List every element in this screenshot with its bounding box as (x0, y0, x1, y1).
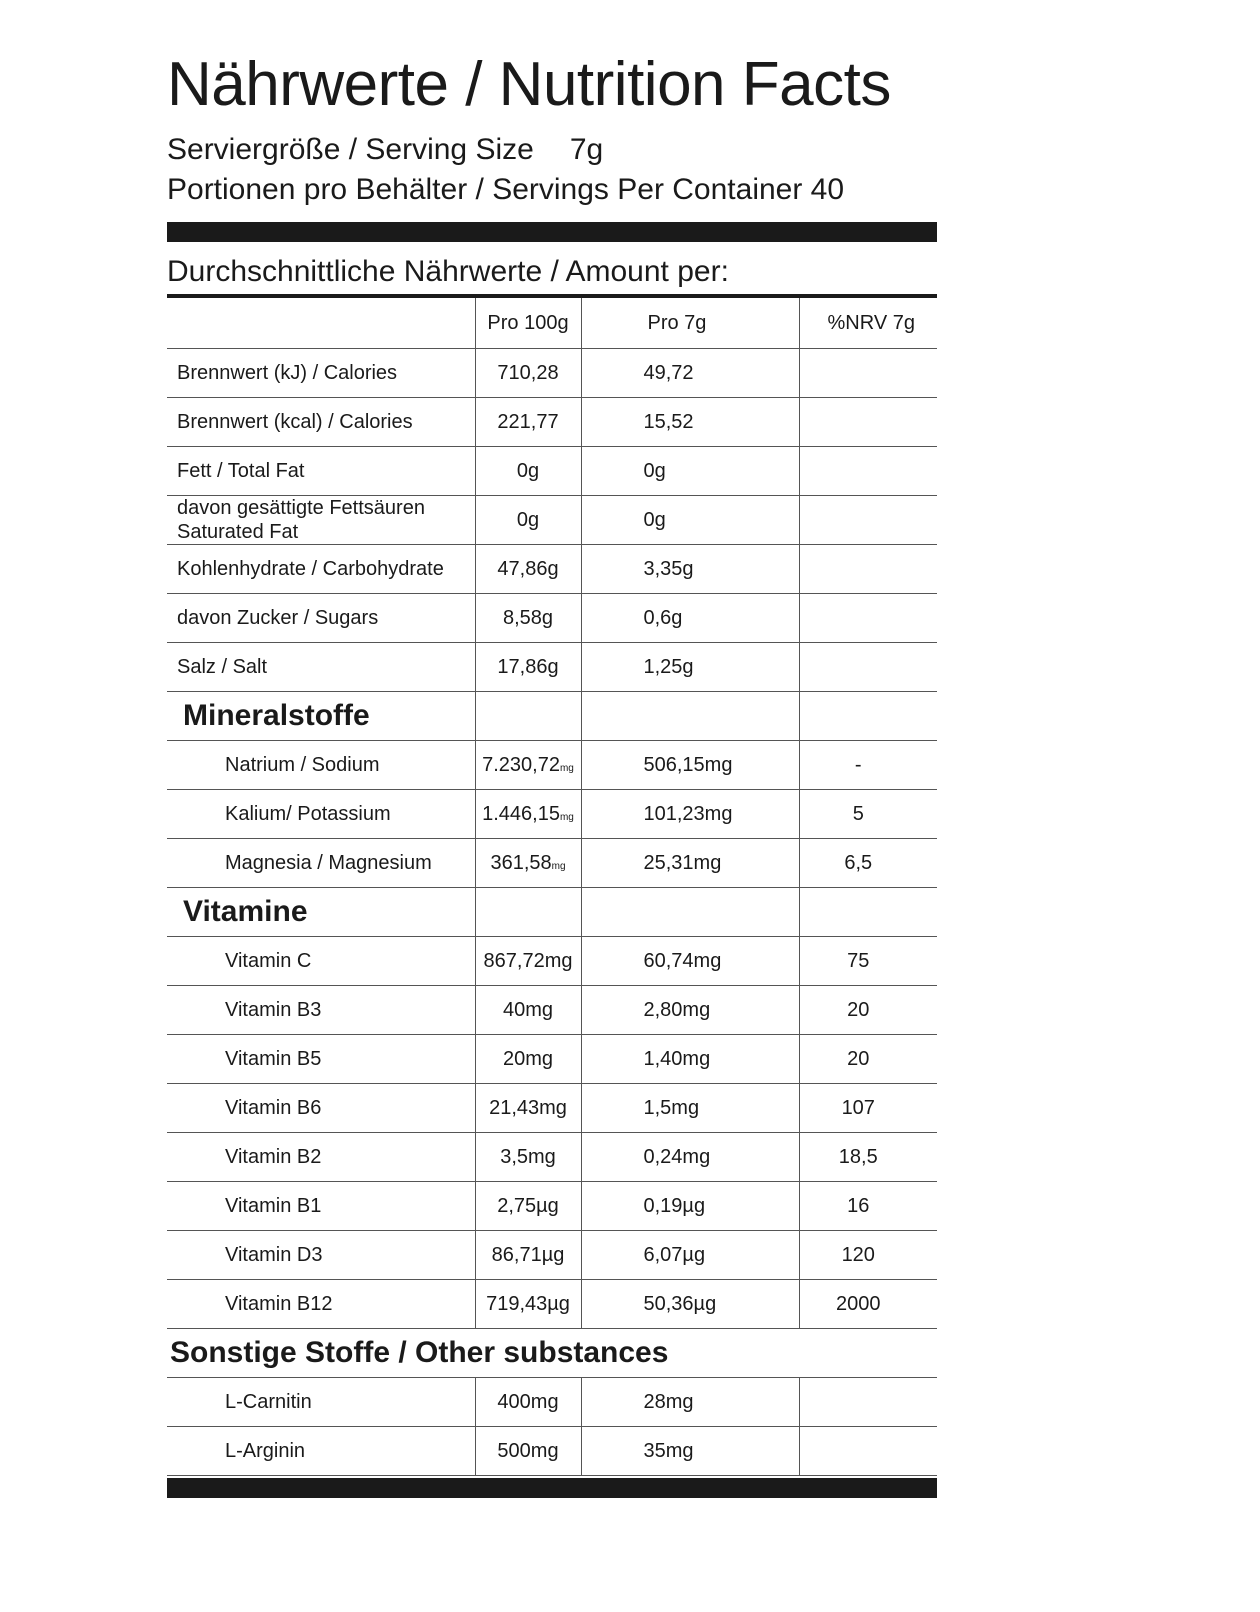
minerals-section-empty-cell (581, 692, 799, 741)
value-per100: 221,77 (475, 398, 581, 447)
nutrient-name: Magnesia / Magnesium (167, 839, 475, 888)
value-per100 (475, 839, 581, 888)
value-per100-unit: mg (559, 811, 574, 823)
value-nrv: 6,5 (799, 839, 937, 888)
nutrient-name: Vitamin B3 (167, 986, 475, 1035)
bottom-divider-bar (167, 1478, 937, 1498)
value-per7: 0,19µg (581, 1182, 799, 1231)
table-row (167, 1182, 937, 1231)
nutrient-name: Vitamin B1 (167, 1182, 475, 1231)
minerals-section-empty-cell (799, 692, 937, 741)
value-per7: 0,24mg (581, 1133, 799, 1182)
value-per7: 0,6g (581, 594, 799, 643)
table-row (167, 1231, 937, 1280)
vitamins-section-title (167, 888, 475, 937)
minerals-section-empty-cell (475, 692, 581, 741)
value-nrv (799, 496, 937, 545)
nutrient-name: Salz / Salt (167, 643, 475, 692)
value-per100: 0g (475, 496, 581, 545)
nutrition-table (167, 298, 937, 1476)
nutrient-name: Vitamin B12 (167, 1280, 475, 1329)
minerals-section-title (167, 692, 475, 741)
table-row (167, 545, 937, 594)
minerals-section-title-text: Mineralstoffe (183, 699, 370, 732)
value-per7: 0g (581, 447, 799, 496)
vitamins-section-empty-cell (581, 888, 799, 937)
value-per100-number: 1.446,15 (482, 802, 560, 825)
value-per7: 101,23mg (581, 790, 799, 839)
serving-size-value: 7g (569, 133, 604, 166)
nutrient-name: Vitamin B6 (167, 1084, 475, 1133)
table-row (167, 398, 937, 447)
nutrient-name: Fett / Total Fat (167, 447, 475, 496)
value-nrv (799, 643, 937, 692)
value-per100: 710,28 (475, 349, 581, 398)
value-per100: 500mg (475, 1427, 581, 1476)
nutrient-name: L-Arginin (167, 1427, 475, 1476)
value-per7: 25,31mg (581, 839, 799, 888)
table-row (167, 1133, 937, 1182)
value-per100: 400mg (475, 1378, 581, 1427)
value-nrv: 75 (799, 937, 937, 986)
value-nrv (799, 545, 937, 594)
value-nrv (799, 349, 937, 398)
vitamins-section-empty-cell (475, 888, 581, 937)
header-empty-cell (167, 298, 475, 349)
value-nrv (799, 398, 937, 447)
value-per100: 86,71µg (475, 1231, 581, 1280)
value-per100 (475, 790, 581, 839)
table-header-row (167, 298, 937, 349)
amount-per-heading: Durchschnittliche Nährwerte / Amount per: (167, 255, 729, 288)
nutrient-name: Kalium/ Potassium (167, 790, 475, 839)
value-per7: 50,36µg (581, 1280, 799, 1329)
table-row (167, 1378, 937, 1427)
nutrient-name: davon Zucker / Sugars (167, 594, 475, 643)
minerals-section (167, 692, 937, 741)
top-divider-bar (167, 222, 937, 242)
nutrient-name: Kohlenhydrate / Carbohydrate (167, 545, 475, 594)
value-per100: 719,43µg (475, 1280, 581, 1329)
nutrient-name-line2: Saturated Fat (177, 521, 299, 543)
table-row (167, 790, 937, 839)
serving-size-label: Serviergröße / Serving Size (167, 133, 534, 166)
value-per7: 28mg (581, 1378, 799, 1427)
value-per7: 35mg (581, 1427, 799, 1476)
value-per100: 40mg (475, 986, 581, 1035)
value-per100: 21,43mg (475, 1084, 581, 1133)
vitamins-section-empty-cell (799, 888, 937, 937)
table-row (167, 1280, 937, 1329)
value-per7: 1,40mg (581, 1035, 799, 1084)
value-nrv: - (799, 741, 937, 790)
value-per100-unit: mg (551, 860, 566, 872)
value-nrv (799, 1427, 937, 1476)
value-per100: 3,5mg (475, 1133, 581, 1182)
table-row (167, 594, 937, 643)
nutrient-name: L-Carnitin (167, 1378, 475, 1427)
value-per100-number: 361,58 (490, 851, 552, 874)
nutrient-name: Vitamin D3 (167, 1231, 475, 1280)
value-nrv: 16 (799, 1182, 937, 1231)
vitamins-section-title-text: Vitamine (183, 895, 308, 928)
value-per7: 1,25g (581, 643, 799, 692)
other-substances-section-title: Sonstige Stoffe / Other substances (167, 1329, 937, 1378)
servings-per-container: Portionen pro Behälter / Servings Per Container 40 (167, 173, 845, 206)
column-header-per100: Pro 100g (475, 298, 581, 349)
table-row (167, 839, 937, 888)
value-per7: 15,52 (581, 398, 799, 447)
table-row (167, 1427, 937, 1476)
nutrient-name: Vitamin B5 (167, 1035, 475, 1084)
nutrient-name: Natrium / Sodium (167, 741, 475, 790)
value-per7: 2,80mg (581, 986, 799, 1035)
nutrient-name (167, 496, 475, 545)
page-title: Nährwerte / Nutrition Facts (167, 50, 891, 119)
table-row (167, 1084, 937, 1133)
value-per7: 60,74mg (581, 937, 799, 986)
value-nrv: 107 (799, 1084, 937, 1133)
nutrition-label (167, 40, 937, 1498)
nutrient-name: Vitamin C (167, 937, 475, 986)
value-per7: 506,15mg (581, 741, 799, 790)
table-row (167, 741, 937, 790)
table-row (167, 496, 937, 545)
value-nrv: 20 (799, 986, 937, 1035)
value-per100-number: 7.230,72 (482, 753, 560, 776)
value-per100: 867,72mg (475, 937, 581, 986)
column-header-nrv: %NRV 7g (799, 298, 937, 349)
value-nrv: 18,5 (799, 1133, 937, 1182)
value-nrv: 5 (799, 790, 937, 839)
value-per100 (475, 741, 581, 790)
nutrient-name: Vitamin B2 (167, 1133, 475, 1182)
column-header-per7: Pro 7g (581, 298, 799, 349)
table-row (167, 349, 937, 398)
value-per100: 8,58g (475, 594, 581, 643)
value-nrv (799, 1378, 937, 1427)
value-nrv: 20 (799, 1035, 937, 1084)
table-row (167, 643, 937, 692)
value-per7: 6,07µg (581, 1231, 799, 1280)
nutrient-name-line1: davon gesättigte Fettsäuren (177, 497, 425, 519)
value-nrv: 2000 (799, 1280, 937, 1329)
value-per100: 2,75µg (475, 1182, 581, 1231)
value-per7: 3,35g (581, 545, 799, 594)
nutrient-name: Brennwert (kJ) / Calories (167, 349, 475, 398)
value-nrv: 120 (799, 1231, 937, 1280)
table-row (167, 1035, 937, 1084)
value-nrv (799, 594, 937, 643)
value-per100: 0g (475, 447, 581, 496)
value-per100: 20mg (475, 1035, 581, 1084)
value-per100-unit: mg (559, 762, 574, 774)
value-per7: 49,72 (581, 349, 799, 398)
table-row (167, 447, 937, 496)
table-row (167, 937, 937, 986)
value-per100: 47,86g (475, 545, 581, 594)
value-per7: 1,5mg (581, 1084, 799, 1133)
value-per7: 0g (581, 496, 799, 545)
table-row (167, 986, 937, 1035)
other-substances-section (167, 1329, 937, 1378)
nutrient-name: Brennwert (kcal) / Calories (167, 398, 475, 447)
serving-size (167, 130, 937, 170)
vitamins-section (167, 888, 937, 937)
value-per100: 17,86g (475, 643, 581, 692)
value-nrv (799, 447, 937, 496)
